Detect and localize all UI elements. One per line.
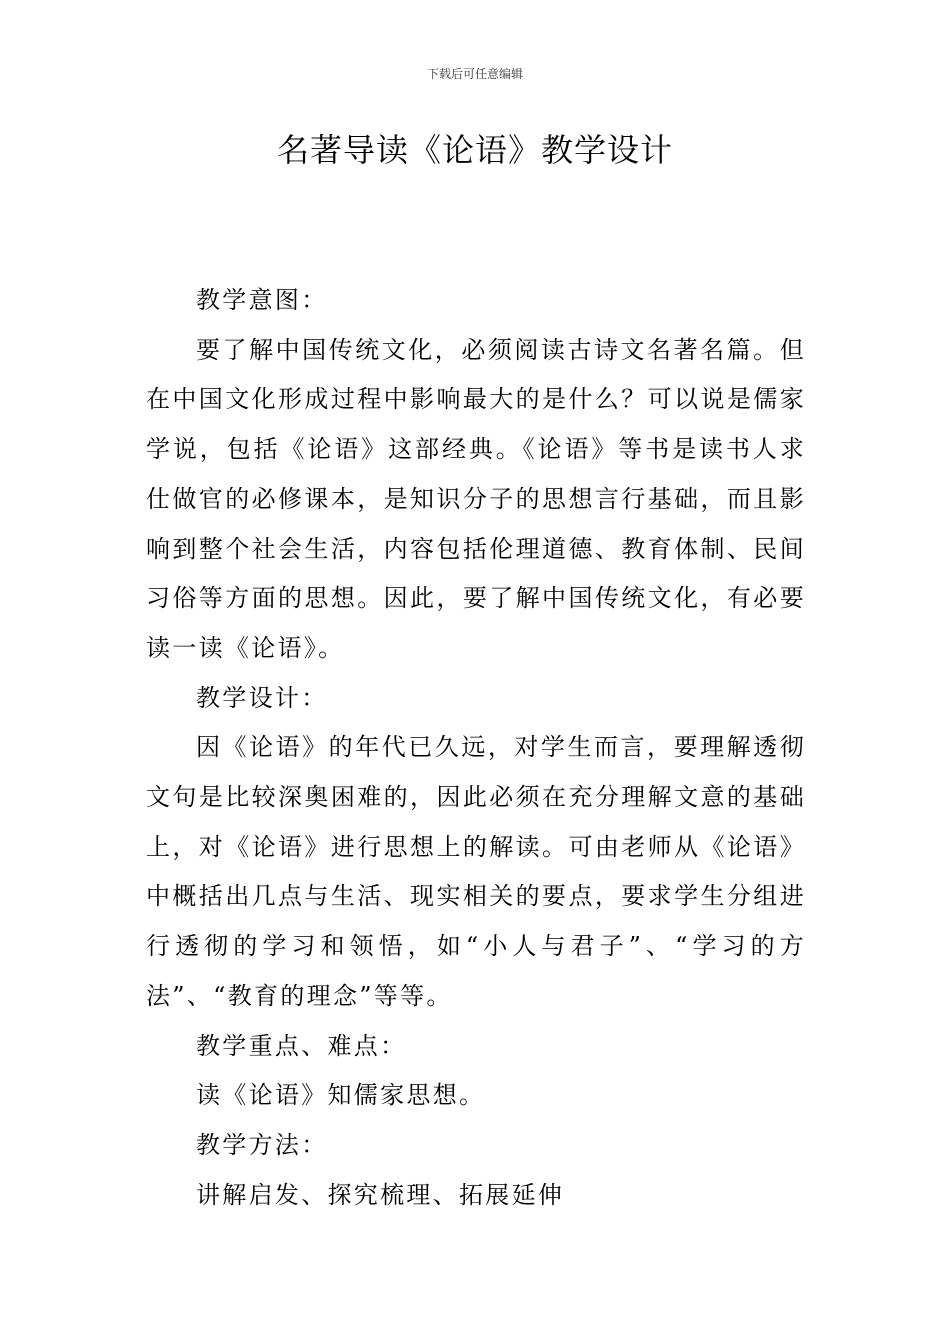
header-note: 下载后可任意编辑 — [426, 67, 523, 81]
section-heading-method: 教学方法： — [196, 1130, 328, 1159]
paragraph-intent: 要了解中国传统文化，必须阅读古诗文名著名篇。但在中国文化形成过程中影响最大的是什么？可以说是儒家学说，包括《论语》这部经典。《论语》等书是读书人求仕做官的必修课本，是知识分子的思想言行基础，而且影响到整个社会生活，内容包括伦理道德、教育体制、民间习俗等方面的思想。因此，要了解中国传统文化，有必要读一读《论语》。 — [146, 335, 806, 662]
section-heading-design: 教学设计： — [196, 683, 328, 712]
paragraph-focus: 读《论语》知儒家思想。 — [196, 1081, 486, 1110]
section-heading-intent: 教学意图： — [196, 286, 328, 314]
paragraph-design: 因《论语》的年代已久远，对学生而言，要理解透彻文句是比较深奥困难的，因此必须在充分理解文意的基础上，对《论语》进行思想上的解读。可由老师从《论语》中概括出几点与生活、现实相关的要点，要求学生分组进行透彻的学习和领悟，如“小人与君子”、“学习的方法”、“教育的理念”等等。 — [146, 733, 806, 1010]
document-title: 名著导读《论语》教学设计 — [276, 131, 673, 169]
paragraph-method: 讲解启发、探究梳理、拓展延伸 — [196, 1180, 565, 1209]
document-body — [146, 276, 806, 1220]
section-heading-focus: 教学重点、难点： — [196, 1031, 407, 1060]
